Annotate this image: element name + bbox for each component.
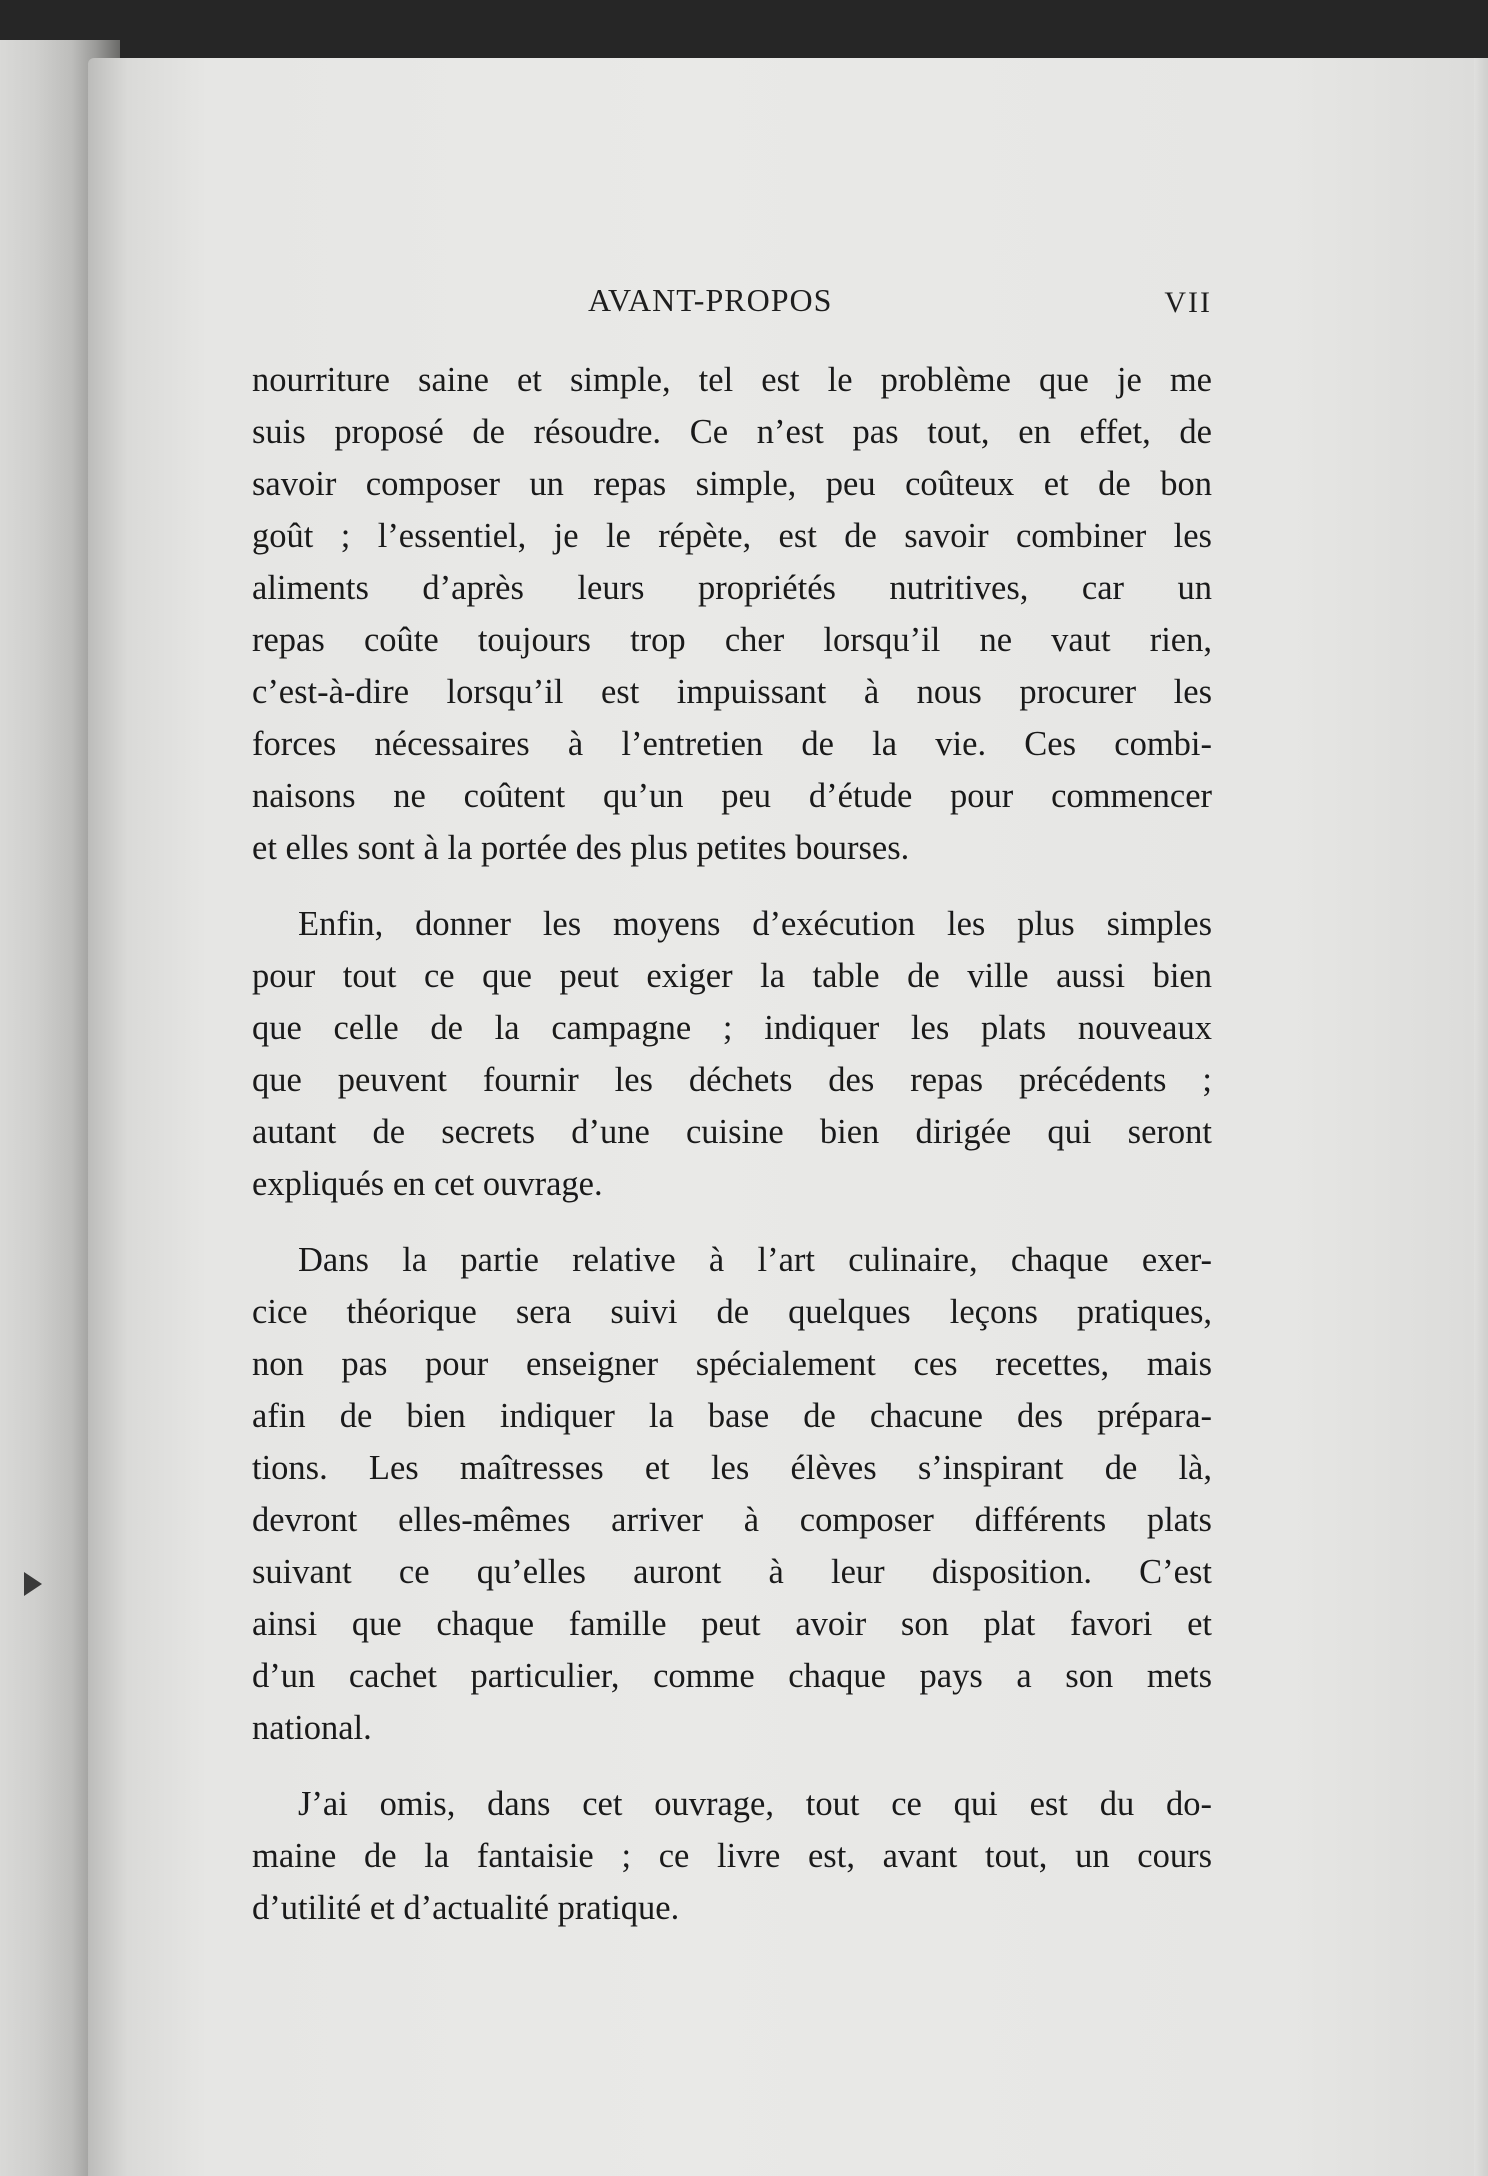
body-text (252, 354, 1212, 1934)
text-line: tions. Les maîtresses et les élèves s’inspirant de là, (252, 1449, 1212, 1487)
text-line: c’est-à-dire lorsqu’il est impuissant à nous procurer les (252, 673, 1212, 711)
paragraph-gap (252, 1210, 1212, 1234)
text-line: maine de la fantaisie ; ce livre est, avant tout, un cours (252, 1837, 1212, 1875)
text-line: afin de bien indiquer la base de chacune des prépara- (252, 1397, 1212, 1435)
paragraph-gap (252, 874, 1212, 898)
text-line: suivant ce qu’elles auront à leur disposition. C’est (252, 1553, 1212, 1591)
text-line: Enfin, donner les moyens d’exécution les plus simples (298, 905, 1212, 943)
text-line: cice théorique sera suivi de quelques leçons pratiques, (252, 1293, 1212, 1331)
text-line: repas coûte toujours trop cher lorsqu’il ne vaut rien, (252, 621, 1212, 659)
text-line: goût ; l’essentiel, je le répète, est de savoir combiner les (252, 517, 1212, 555)
text-line: Dans la partie relative à l’art culinaire, chaque exer- (298, 1241, 1212, 1279)
text-line: que peuvent fournir les déchets des repas précédents ; (252, 1061, 1212, 1099)
paragraph-gap (252, 1754, 1212, 1778)
scan-background (0, 0, 1488, 64)
paragraph (252, 354, 1212, 874)
text-line: que celle de la campagne ; indiquer les plats nouveaux (252, 1009, 1212, 1047)
paragraph (252, 1778, 1212, 1934)
text-line: nourriture saine et simple, tel est le problème que je me (252, 361, 1212, 399)
page-edge (1474, 58, 1488, 2176)
page-number: VII (1164, 286, 1212, 319)
text-line: expliqués en cet ouvrage. (252, 1165, 603, 1203)
text-line: non pas pour enseigner spécialement ces recettes, mais (252, 1345, 1212, 1383)
text-line: J’ai omis, dans cet ouvrage, tout ce qui est du do- (298, 1785, 1212, 1823)
text-line: suis proposé de résoudre. Ce n’est pas tout, en effet, de (252, 413, 1212, 451)
text-line: ainsi que chaque famille peut avoir son plat favori et (252, 1605, 1212, 1643)
text-line: savoir composer un repas simple, peu coûteux et de bon (252, 465, 1212, 503)
text-line: forces nécessaires à l’entretien de la vie. Ces combi- (252, 725, 1212, 763)
text-line: d’utilité et d’actualité pratique. (252, 1889, 680, 1927)
text-line: aliments d’après leurs propriétés nutritives, car un (252, 569, 1212, 607)
paragraph (252, 1234, 1212, 1754)
running-title: AVANT-PROPOS (588, 282, 833, 318)
text-line: naisons ne coûtent qu’un peu d’étude pour commencer (252, 777, 1212, 815)
text-line: d’un cachet particulier, comme chaque pays a son mets (252, 1657, 1212, 1695)
text-line: autant de secrets d’une cuisine bien dirigée qui seront (252, 1113, 1212, 1151)
margin-arrow-mark (24, 1572, 42, 1596)
text-line: national. (252, 1709, 372, 1747)
text-line: et elles sont à la portée des plus petites bourses. (252, 829, 910, 867)
running-head (252, 282, 1212, 332)
paragraph (252, 898, 1212, 1210)
text-line: pour tout ce que peut exiger la table de ville aussi bien (252, 957, 1212, 995)
text-line: devront elles-mêmes arriver à composer différents plats (252, 1501, 1212, 1539)
